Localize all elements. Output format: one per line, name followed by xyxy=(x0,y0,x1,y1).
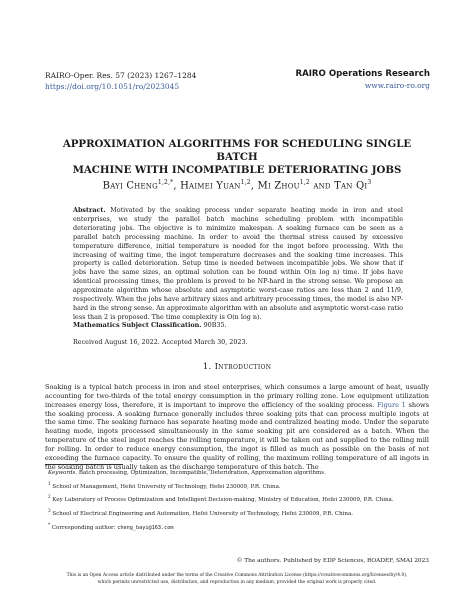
intro-text-part2: shows the soaking process. A soaking furnace generally includes three soaking pits that can process multiple ingots at the same time. The soaking furnace has separate heating mode and centralized heating mode. Under the separate heating mode, ingots processed simultaneously in the same soaking pit are considered as a batch. When the temperature of the steel ingot reaches the rolling temperature, it will be taken out and supplied to the rolling mill for rolling. In order to reduce energy consumption, the ingot is filled as much as possible on the basis of not exceeding the furnace capacity. To ensure the quality of rolling, the maximum rolling temperature of all ingots in the soaking batch is usually taken as the discharge temperature of this batch. The xyxy=(45,400,429,471)
title-line-1: APPROXIMATION ALGORITHMS FOR SCHEDULING SINGLE BATCH xyxy=(62,138,412,163)
msc-label: Mathematics Subject Classification. xyxy=(73,321,202,329)
copyright-notice: © The authors. Published by EDP Sciences, ROADEF, SMAI 2023 xyxy=(236,558,429,564)
subject-classification xyxy=(73,321,403,329)
doi-link[interactable]: https://doi.org/10.1051/ro/2023045 xyxy=(45,82,180,91)
title-line-2: MACHINE WITH INCOMPATIBLE DETERIORATING JOBS xyxy=(72,164,402,176)
paper-title xyxy=(45,138,429,177)
journal-website-link[interactable]: www.rairo-ro.org xyxy=(364,81,430,90)
footnote-text: School of Electrical Engineering and Automation, Hefei University of Technology, Hefei 230009, P.R. China. xyxy=(52,510,353,517)
received-dates: Received August 16, 2022. Accepted March 30, 2023. xyxy=(73,338,248,346)
intro-text-part1: Soaking is a typical batch process in iron and steel enterprises, which consumes a large amount of heat, usually accounting for two-thirds of the total energy consumption in the primary rolling zone. Low equipment utilization increases energy loss, therefore, it is important to improve the efficiency of the soaking process. xyxy=(45,383,429,409)
footnote-affiliation-1 xyxy=(45,479,429,493)
corresponding-label: Corresponding author: xyxy=(51,524,116,531)
author-name: Tan Qi xyxy=(334,180,368,192)
author-conjunction: and xyxy=(313,180,331,192)
keywords-text: Batch processing, Optimization, Incompatible, Deterioration, Approximation algorithms. xyxy=(78,470,326,476)
footnote-text: Key Laboratory of Process Optimization and Intelligent Decision-making, Ministry of Education, Hefei 230009, P.R. China. xyxy=(52,497,394,504)
footnote-corresponding-author xyxy=(45,520,429,534)
license-line-1: This is an Open Access article distributed under the terms of the Creative Commons Attribution License (https://creativecommons.org/licenses/by/4.0), xyxy=(66,573,408,578)
abstract-label: Abstract. xyxy=(73,206,106,214)
footnote-divider xyxy=(45,464,123,465)
introduction-paragraph xyxy=(45,383,429,471)
figure-reference-link[interactable]: Figure 1 xyxy=(376,400,406,409)
section-number: 1. xyxy=(202,362,212,372)
footnote-mark: 2 xyxy=(48,494,51,500)
author-name: Haimei Yuan xyxy=(180,180,241,192)
footnote-text: School of Management, Hefei University of Technology, Hefei 230009, P.R. China. xyxy=(52,483,281,490)
section-title: Introduction xyxy=(214,362,272,372)
license-line-2: which permits unrestricted use, distribution, and reproduction in any medium, provided the original work is properly cited. xyxy=(97,580,377,585)
corresponding-email[interactable]: cheng_bayi@163.com xyxy=(117,524,174,531)
abstract-text: Motivated by the soaking process under separate heating mode in iron and steel enterprises, we study the parallel batch machine scheduling problem with incompatible deteriorating jobs. The objective is to minimize makespan. A soaking furnace can be seen as a parallel batch processing machine. In order to avoid the thermal stress caused by excessive temperature difference, initial temperature is needed for the ingot before processing. With the increasing of waiting time, the ingot temperature decreases and the soaking time increases. This property is called deterioration. Setup time is needed between incompatible jobs. We show that if jobs have the same sizes, an optimal solution can be found within O(n log n) time. If jobs have identical processing times, the problem is proved to be NP-hard in the strong sense. We propose an approximate algorithm whose absolute and asymptotic worst-case ratios are less than 2 and 11/9, respectively. When the jobs have arbitrary sizes and arbitrary processing times, the model is also NP-hard in the strong sense. An approximate algorithm with an absolute and asymptotic worst-case ratio less than 2 is proposed. The time complexity is O(n log n). xyxy=(73,206,403,321)
author-affiliation-mark: 1,2 xyxy=(299,179,310,186)
header-citation-block xyxy=(45,70,196,92)
author-affiliation-mark: 1,2 xyxy=(240,179,251,186)
keywords xyxy=(45,468,429,479)
author-name: Mi Zhou xyxy=(257,180,300,192)
license-notice xyxy=(45,572,429,586)
msc-value: 90B35. xyxy=(203,321,227,329)
author-affiliation-mark: 1,2,* xyxy=(157,179,174,186)
author-name: Bayi Cheng xyxy=(102,180,158,192)
abstract xyxy=(73,206,403,322)
footnote-affiliation-2 xyxy=(45,492,429,506)
section-heading xyxy=(45,362,429,372)
footnote-mark: 1 xyxy=(48,480,51,486)
keywords-label: Keywords. xyxy=(48,470,78,476)
footnote-affiliation-3 xyxy=(45,506,429,520)
footnotes xyxy=(45,468,429,533)
journal-name: RAIRO Operations Research xyxy=(295,69,430,79)
footnote-mark: 3 xyxy=(48,508,51,514)
author-affiliation-mark: 3 xyxy=(367,179,372,186)
header-journal-block xyxy=(295,69,430,91)
footnote-mark: * xyxy=(48,521,51,527)
journal-citation: RAIRO-Oper. Res. 57 (2023) 1267–1284 xyxy=(45,71,197,80)
author-list: Bayi Cheng$^{1,2,*}$, Haimei Yuan$^{1,2}$, Mi Zhou$^{1,2}$ and Tan Qi$^3$ xyxy=(102,179,372,192)
